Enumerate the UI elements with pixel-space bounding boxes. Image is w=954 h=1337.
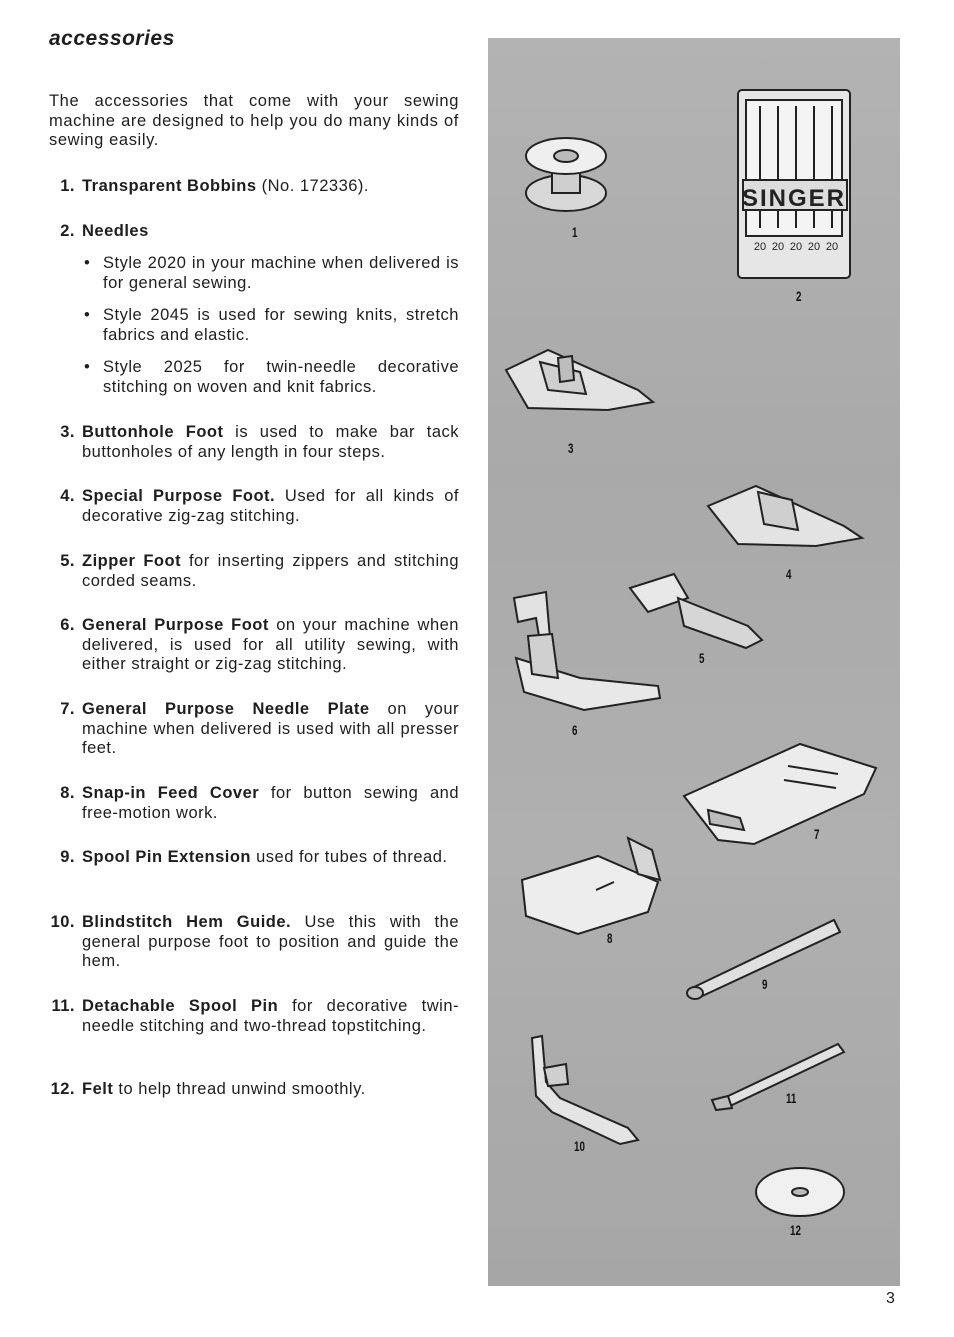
item-term: Felt	[82, 1080, 114, 1098]
feed-cover-drawing	[522, 838, 660, 934]
felt-drawing	[756, 1168, 844, 1216]
item-term: Transparent Bobbins	[82, 177, 257, 195]
item-number: 5.	[60, 552, 75, 570]
item-description: Use this with the general purpose foot to position and guide the hem.	[82, 913, 459, 971]
item-term: Zipper Foot	[82, 552, 182, 570]
item-number: 8.	[60, 784, 75, 802]
callout-2: 2	[796, 288, 802, 304]
list-item-3	[40, 423, 459, 462]
item-description: for inserting zippers and stitching corded seams.	[82, 552, 459, 590]
general-purpose-foot-drawing	[514, 592, 660, 710]
bobbin-drawing	[526, 138, 606, 211]
item-number: 4.	[60, 487, 75, 505]
item-description: to help thread unwind smoothly.	[113, 1080, 366, 1098]
item-description: for decorative twin-needle stitching and two-thread topstitching.	[82, 997, 459, 1035]
item-number: 10.	[50, 913, 75, 931]
item-description: on your machine when delivered is used with all presser feet.	[82, 700, 459, 758]
bullet-icon: •	[84, 358, 91, 376]
item-number: 11.	[51, 997, 75, 1015]
hem-guide-drawing	[532, 1036, 638, 1144]
callout-7: 7	[814, 826, 820, 842]
item-number: 3.	[60, 423, 75, 441]
item-description: used for tubes of thread.	[251, 848, 448, 866]
callout-8: 8	[607, 930, 613, 946]
item-description: for button sewing and free-motion work.	[82, 784, 460, 822]
needle-bullet-2	[84, 306, 459, 345]
list-item-8	[40, 784, 459, 823]
list-item-10	[40, 913, 459, 972]
list-item-9	[40, 848, 459, 868]
item-term: General Purpose Needle Plate	[82, 700, 370, 718]
special-purpose-foot-drawing	[708, 486, 862, 546]
list-item-2	[40, 222, 459, 242]
intro-paragraph: The accessories that come with your sewing machine are designed to help you do many kinds of sewing easily.	[49, 92, 459, 150]
zipper-foot-drawing	[630, 574, 762, 648]
brand-logo: SINGER	[741, 185, 847, 212]
callout-6: 6	[572, 722, 578, 738]
bullet-icon: •	[84, 306, 91, 324]
list-item-12	[40, 1080, 459, 1100]
buttonhole-foot-drawing	[506, 350, 653, 410]
callout-5: 5	[699, 650, 705, 666]
page-number: 3	[886, 1290, 895, 1307]
item-number: 1.	[60, 177, 75, 195]
item-term: Special Purpose Foot.	[82, 487, 276, 505]
accessories-illustration	[488, 38, 900, 1286]
needle-code: 20	[807, 241, 821, 253]
item-description: on your machine when delivered, is used for all utility sewing, with either straight or zig-zag stitching.	[82, 616, 459, 674]
needle-plate-drawing	[684, 744, 876, 844]
needle-bullet-1	[84, 254, 459, 293]
needle-code: 20	[789, 241, 803, 253]
list-item-6	[40, 616, 459, 675]
accessories-drawing	[488, 38, 900, 1286]
needle-bullet-3	[84, 358, 459, 397]
list-item-5	[40, 552, 459, 591]
callout-3: 3	[568, 440, 574, 456]
callout-9: 9	[762, 976, 768, 992]
item-number: 9.	[60, 848, 75, 866]
needle-code: 20	[825, 241, 839, 253]
list-item-11	[40, 997, 459, 1036]
item-term: Buttonhole Foot	[82, 423, 224, 441]
item-term: Blindstitch Hem Guide.	[82, 913, 292, 931]
callout-10: 10	[574, 1138, 585, 1154]
item-number: 2.	[60, 222, 75, 240]
callout-1: 1	[572, 224, 578, 240]
item-description: Used for all kinds of decorative zig-zag stitching.	[82, 487, 459, 525]
item-term: Detachable Spool Pin	[82, 997, 279, 1015]
needle-code: 20	[771, 241, 785, 253]
item-number: 7.	[60, 700, 75, 718]
callout-11: 11	[786, 1090, 797, 1106]
needle-code: 20	[753, 241, 767, 253]
item-term: Spool Pin Extension	[82, 848, 252, 866]
page-title: accessories	[49, 27, 175, 50]
detachable-spool-pin-drawing	[712, 1044, 844, 1110]
bullet-icon: •	[84, 254, 91, 272]
item-description: (No. 172336).	[256, 177, 370, 195]
bullet-text: Style 2020 in your machine when delivered is for general sewing.	[103, 254, 459, 292]
bullet-text: Style 2045 is used for sewing knits, stretch fabrics and elastic.	[103, 306, 459, 344]
item-term: Needles	[82, 222, 149, 240]
list-item-1	[40, 177, 459, 197]
item-number: 6.	[60, 616, 75, 634]
bullet-text: Style 2025 for twin-needle decorative stitching on woven and knit fabrics.	[103, 358, 459, 396]
callout-12: 12	[790, 1222, 801, 1238]
callout-4: 4	[786, 566, 792, 582]
item-term: General Purpose Foot	[82, 616, 269, 634]
list-item-4	[40, 487, 459, 526]
item-description: is used to make bar tack buttonholes of any length in four steps.	[82, 423, 459, 461]
item-term: Snap-in Feed Cover	[82, 784, 260, 802]
list-item-7	[40, 700, 459, 759]
item-number: 12.	[50, 1080, 75, 1098]
